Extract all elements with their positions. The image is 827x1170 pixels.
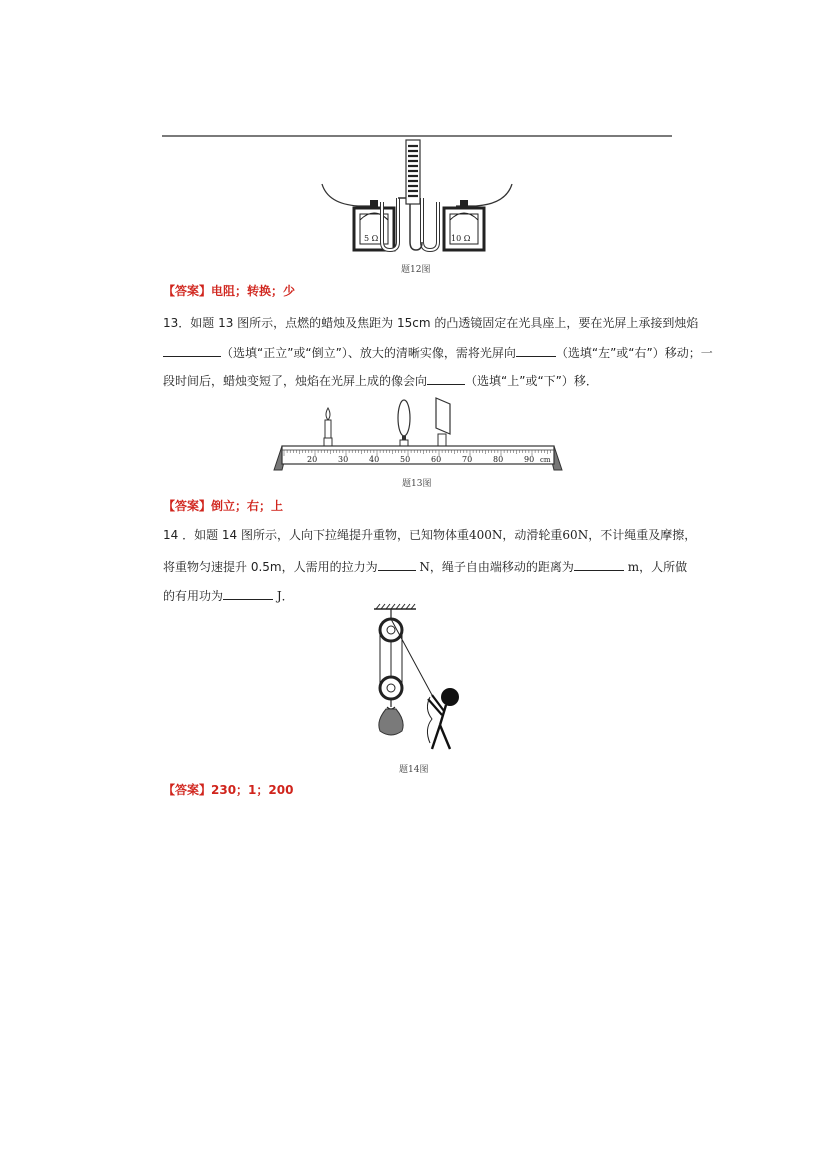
tick-label: 20 xyxy=(307,455,318,464)
blank-14-2[interactable] xyxy=(574,558,624,571)
question-13-line-3: 段时间后，蜡烛变短了，烛焰在光屏上成的像会向 （选填“上”或“下”）移． xyxy=(163,374,598,388)
bowl-left-curve xyxy=(322,184,378,206)
blank-14-1[interactable] xyxy=(378,558,416,571)
tick-label: 40 xyxy=(369,455,380,464)
tick-label: 60 xyxy=(431,455,442,464)
resistor-right-label: 10 Ω xyxy=(451,234,471,243)
blank-13-2[interactable] xyxy=(516,344,556,357)
question-13-line-2: （选填“正立”或“倒立”）、放大的清晰实像，需将光屏向 （选填“左”或“右”）移动；一 xyxy=(163,344,713,360)
tick-label: 50 xyxy=(400,455,411,464)
weight-bag xyxy=(379,709,403,735)
candle xyxy=(325,420,331,438)
blank-14-3[interactable] xyxy=(223,587,273,600)
question-14-line-1: 14 ．如题 14 图所示，人向下拉绳提升重物，已知物体重400N，动滑轮重60N，不计绳重及摩擦， xyxy=(163,528,697,542)
tick-label: 80 xyxy=(493,455,504,464)
answer-14: 【答案】230；1；200 xyxy=(163,783,294,797)
blank-13-1[interactable] xyxy=(163,344,221,357)
figure-13 xyxy=(268,396,568,476)
question-13-line-1: 13．如题 13 图所示，点燃的蜡烛及焦距为 15cm 的凸透镜固定在光具座上，要在光屏上承接到烛焰 xyxy=(163,316,699,330)
figure-13-caption: 题13图 xyxy=(402,479,432,489)
optical-bench xyxy=(282,446,554,464)
resistor-left-label: 5 Ω xyxy=(364,234,379,243)
figure-14-caption: 题14图 xyxy=(399,765,429,775)
light-screen xyxy=(436,398,450,434)
tick-label: 90 xyxy=(524,455,535,464)
answer-13: 【答案】倒立；右；上 xyxy=(163,499,284,513)
u-tube-right xyxy=(422,198,438,250)
figure-12 xyxy=(320,138,515,254)
answer-12: 【答案】电阻；转换；少 xyxy=(163,284,296,298)
tick-label: 70 xyxy=(462,455,473,464)
person-head xyxy=(441,688,459,706)
convex-lens xyxy=(398,400,410,436)
tick-unit: cm xyxy=(540,456,551,464)
tick-label: 30 xyxy=(338,455,349,464)
header-rule xyxy=(162,135,672,137)
figure-12-caption: 题12图 xyxy=(401,265,431,275)
question-14-line-2: 将重物匀速提升 0.5m，人需用的拉力为 N，绳子自由端移动的距离为 m，人所做 xyxy=(163,560,688,574)
question-14-line-3: 的有用功为 J． xyxy=(163,589,294,603)
blank-13-3[interactable] xyxy=(427,372,465,385)
candle-flame-icon xyxy=(326,408,330,420)
figure-14 xyxy=(370,603,465,755)
